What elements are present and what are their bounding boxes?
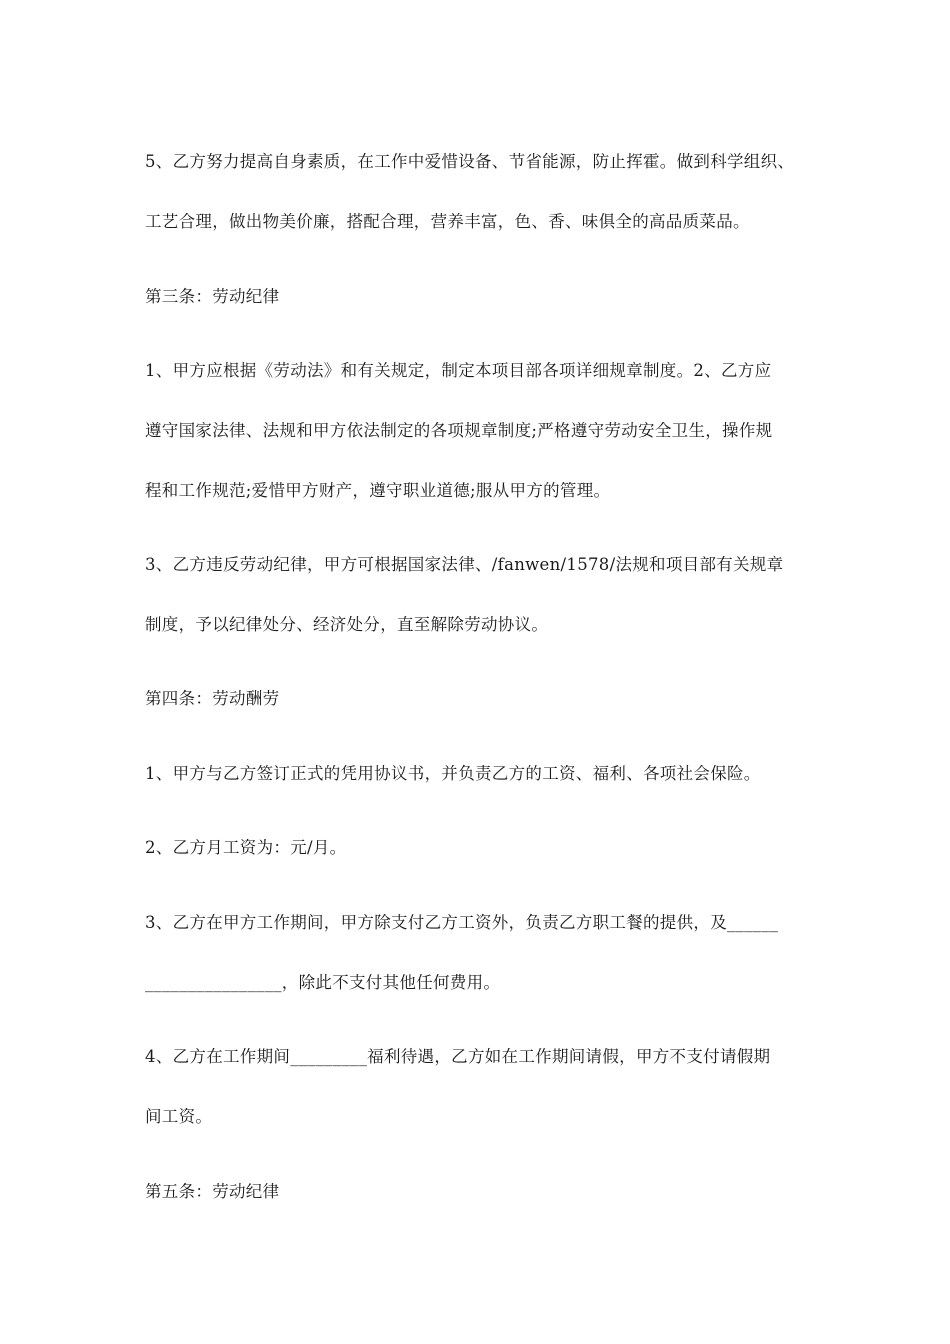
clause-5-line-2: 工艺合理，做出物美价廉，搭配合理，营养丰富，色、香、味俱全的高品质菜品。: [145, 212, 750, 231]
article-4-item-4-line-1: 4、乙方在工作期间_________福利待遇，乙方如在工作期间请假，甲方不支付请假期: [145, 1047, 771, 1066]
article-4-item-3-line-2: ________________，除此不支付其他任何费用。: [145, 973, 501, 992]
article-4-heading: 第四条：劳动酬劳: [145, 689, 280, 708]
article-3-heading: 第三条：劳动纪律: [145, 287, 280, 306]
article-5-heading: 第五条：劳动纪律: [145, 1182, 280, 1201]
article-4-item-3-line-1: 3、乙方在甲方工作期间，甲方除支付乙方工资外，负责乙方职工餐的提供，及______: [145, 913, 779, 932]
clause-5-line-1: 5、乙方努力提高自身素质，在工作中爱惜设备、节省能源，防止挥霍。做到科学组织、: [145, 152, 795, 171]
article-4-item-4-line-2: 间工资。: [145, 1107, 213, 1126]
article-3-item-1-line-1: 1、甲方应根据《劳动法》和有关规定，制定本项目部各项详细规章制度。2、乙方应: [145, 361, 772, 380]
article-3-item-3-line-2: 制度，予以纪律处分、经济处分，直至解除劳动协议。: [145, 615, 549, 634]
article-3-item-3-line-1: 3、乙方违反劳动纪律，甲方可根据国家法律、/fanwen/1578/法规和项目部有关规章: [145, 555, 784, 574]
article-4-item-1: 1、甲方与乙方签订正式的凭用协议书，并负责乙方的工资、福利、各项社会保险。: [145, 764, 761, 783]
article-4-item-2: 2、乙方月工资为：元/月。: [145, 838, 347, 857]
article-3-item-2-line-2: 程和工作规范;爱惜甲方财产，遵守职业道德;服从甲方的管理。: [145, 481, 611, 500]
article-3-item-2-line-1: 遵守国家法律、法规和甲方依法制定的各项规章制度;严格遵守劳动安全卫生，操作规: [145, 421, 773, 440]
